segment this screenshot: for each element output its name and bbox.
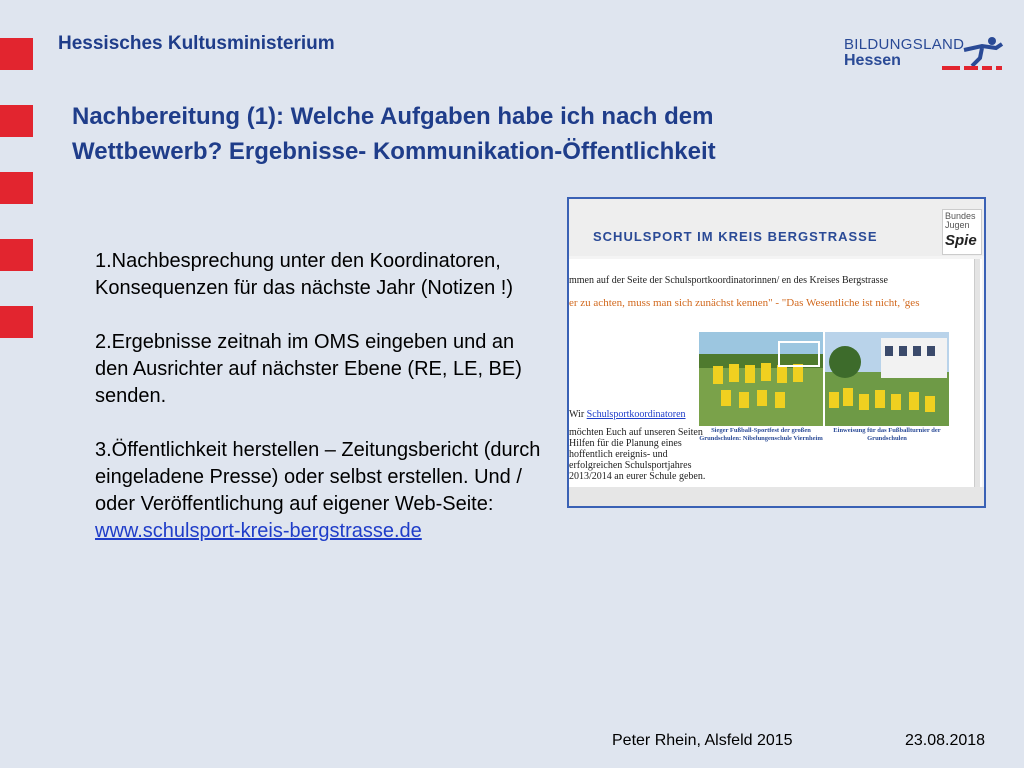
runner-icon: [942, 36, 1004, 72]
website-scrollbar[interactable]: [974, 259, 980, 487]
logo-line1: BILDUNGSLAND: [844, 36, 965, 53]
text-line: Hilfen für die Planung eines: [569, 438, 682, 449]
badge-word: Spie: [945, 232, 977, 249]
photo-caption-2: Einweisung für das Fußballturnier der Grundschulen: [833, 427, 941, 442]
footer-date: 23.08.2018: [905, 732, 986, 749]
left-decoration: [0, 38, 33, 373]
item-3: [95, 437, 545, 545]
wir-line: [569, 409, 686, 420]
text-line: möchten Euch auf unseren Seiten: [569, 427, 703, 438]
text-line: hoffentlich ereignis- und: [569, 449, 668, 460]
red-mark: [0, 105, 33, 137]
photo-caption-1: Sieger Fußball-Sportfest der großen Grundschulen: Nibelungenschule Viernheim: [699, 427, 823, 442]
website-content: [569, 259, 982, 487]
website-header: [569, 199, 984, 256]
text-line: 2013/2014 an eurer Schule geben.: [569, 471, 706, 482]
badge-top: Bundes Jugen: [945, 211, 976, 230]
logo-line2: Hessen: [844, 52, 901, 69]
bildungsland-hessen-logo: [844, 36, 1004, 74]
footer-author: Peter Rhein, Alsfeld 2015: [612, 732, 793, 749]
wir-text: Wir: [569, 409, 587, 420]
website-title: SCHULSPORT IM KREIS BERGSTRASSE: [593, 229, 878, 244]
slide-title: [72, 99, 872, 169]
title-line1: Nachbereitung (1): Welche Aufgaben habe ich nach dem: [72, 103, 714, 130]
red-mark: [0, 172, 33, 204]
slide-body: [95, 248, 545, 572]
team-photo-1: [699, 332, 823, 426]
website-footer: [569, 487, 984, 506]
item-2: 2.Ergebnisse zeitnah im OMS eingeben und an den Ausrichter auf nächster Ebene (RE, LE, BE) senden.: [95, 331, 522, 407]
team-photo-2: [825, 332, 949, 426]
bundesjugendspiele-logo: [942, 209, 982, 255]
red-mark: [0, 38, 33, 70]
red-mark: [0, 306, 33, 338]
website-screenshot: [567, 197, 986, 508]
quote-text: er zu achten, muss man sich zunächst kennen" - "Das Wesentliche ist nicht, 'ges: [569, 297, 920, 309]
ministry-name: Hessisches Kultusministerium: [58, 33, 335, 54]
koordinatoren-link[interactable]: Schulsportkoordinatoren: [586, 409, 686, 420]
title-line2: Wettbewerb? Ergebnisse- Kommunikation-Öffentlichkeit: [72, 138, 716, 165]
item-3-text: 3.Öffentlichkeit herstellen – Zeitungsbericht (durch eingeladene Presse) oder selbst erstellen. Und / oder Veröffentlichung auf eigener Web-Seite:: [95, 439, 541, 515]
text-line: erfolgreichen Schulsportjahres: [569, 460, 692, 471]
red-mark: [0, 239, 33, 271]
item-1: 1.Nachbesprechung unter den Koordinatoren, Konsequenzen für das nächste Jahr (Notizen !): [95, 250, 514, 299]
welcome-text: mmen auf der Seite der Schulsportkoordinatorinnen/ en des Kreises Bergstrasse: [569, 275, 888, 286]
website-link[interactable]: www.schulsport-kreis-bergstrasse.de: [95, 520, 422, 542]
